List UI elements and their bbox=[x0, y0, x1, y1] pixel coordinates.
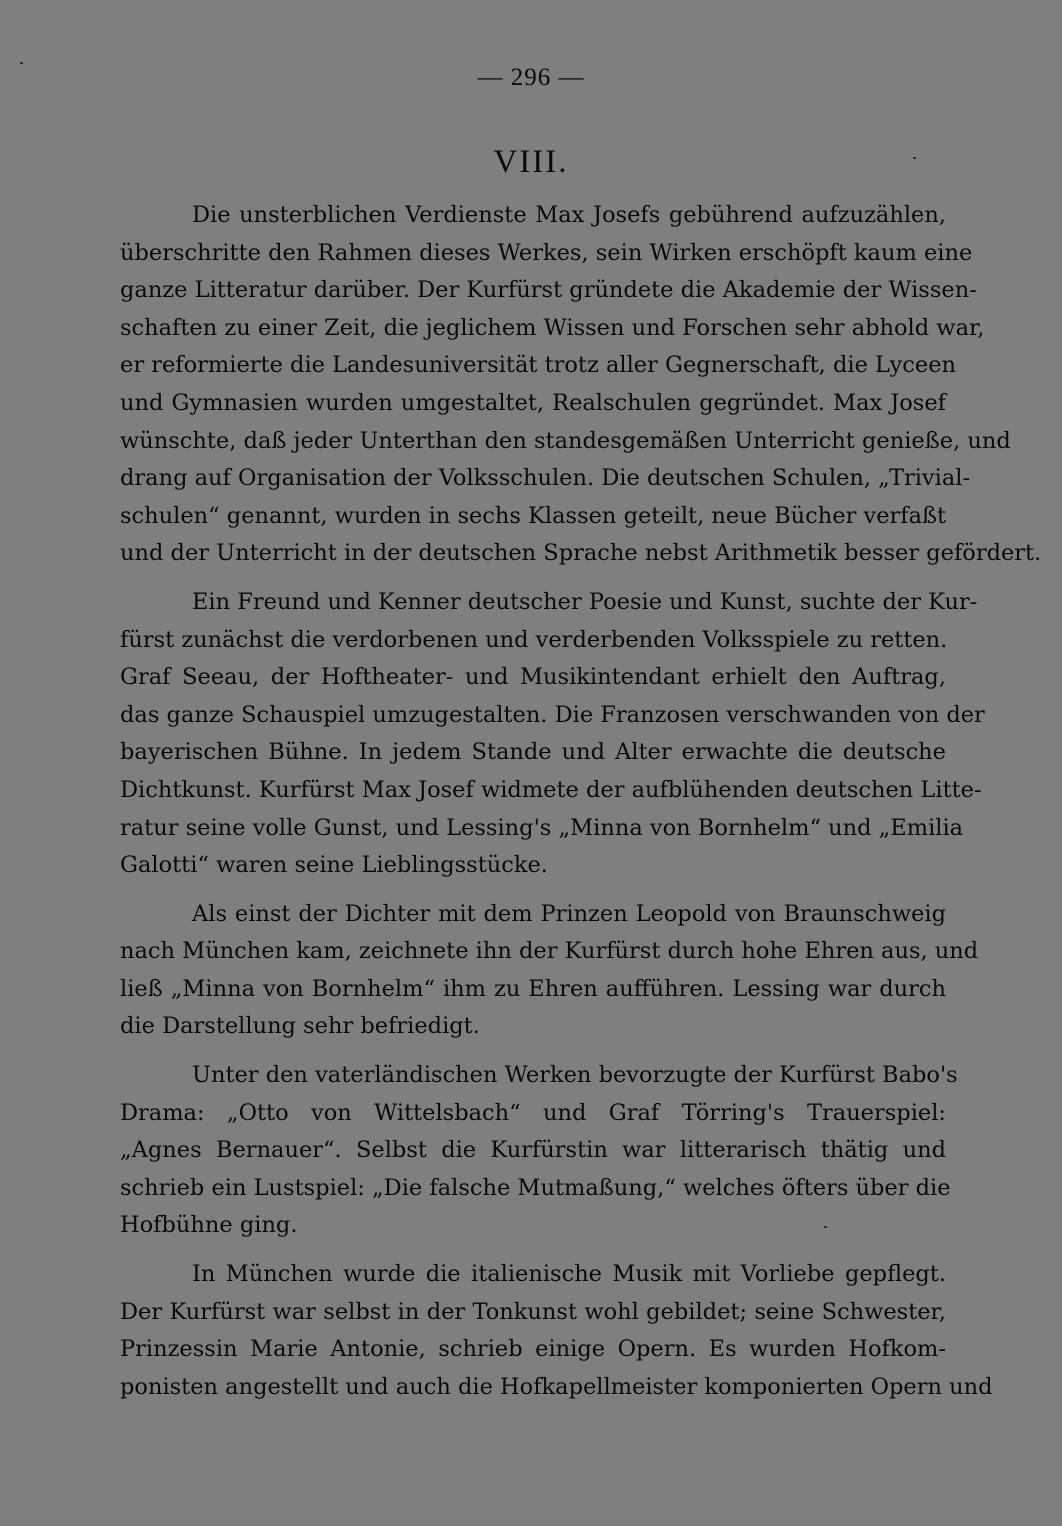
paragraph-5 bbox=[120, 1256, 993, 1406]
text-line: ratur seine volle Gunst, und Lessing's „Minna von Bornhelm“ und „Emilia bbox=[120, 814, 964, 841]
print-speck bbox=[20, 62, 23, 64]
text-line: die Darstellung sehr befriedigt. bbox=[120, 1013, 480, 1040]
text-line: In München wurde die italienische Musik mit Vorliebe gepflegt. bbox=[192, 1261, 946, 1288]
print-speck bbox=[824, 1226, 827, 1228]
text-line: ganze Litteratur darüber. Der Kurfürst gründete die Akademie der Wissen- bbox=[120, 277, 977, 304]
paragraph-4 bbox=[120, 1057, 958, 1245]
text-line: er reformierte die Landesuniversität trotz aller Gegnerschaft, die Lyceen bbox=[120, 352, 957, 379]
text-line: Graf Seeau, der Hoftheater- und Musikintendant erhielt den Auftrag, bbox=[120, 664, 946, 691]
text-line: nach München kam, zeichnete ihn der Kurfürst durch hohe Ehren aus, und bbox=[120, 938, 979, 965]
text-line: und der Unterricht in der deutschen Sprache nebst Arithmetik besser gefördert. bbox=[120, 540, 1042, 567]
text-line: ponisten angestellt und auch die Hofkapellmeister komponierten Opern und bbox=[120, 1373, 993, 1400]
text-line: „Agnes Bernauer“. Selbst die Kurfürstin war litterarisch thätig und bbox=[120, 1137, 946, 1164]
text-line: Unter den vaterländischen Werken bevorzugte der Kurfürst Babo's bbox=[192, 1062, 958, 1089]
text-line: Als einst der Dichter mit dem Prinzen Leopold von Braunschweig bbox=[192, 900, 946, 927]
paragraph-2 bbox=[120, 584, 985, 885]
text-line: schrieb ein Lustspiel: „Die falsche Mutmaßung,“ welches öfters über die bbox=[120, 1174, 951, 1201]
print-speck bbox=[913, 157, 916, 159]
text-line: Galotti“ waren seine Lieblingsstücke. bbox=[120, 852, 548, 879]
text-line: das ganze Schauspiel umzugestalten. Die Franzosen verschwanden von der bbox=[120, 701, 985, 728]
paragraph-1 bbox=[120, 197, 1042, 573]
text-line: ließ „Minna von Bornhelm“ ihm zu Ehren aufführen. Lessing war durch bbox=[120, 975, 946, 1002]
text-line: wünschte, daß jeder Unterthan den standesgemäßen Unterricht genieße, und bbox=[120, 427, 1011, 454]
text-line: schulen“ genannt, wurden in sechs Klassen geteilt, neue Bücher verfaßt bbox=[120, 502, 947, 529]
text-line: Prinzessin Marie Antonie, schrieb einige Opern. Es wurden Hofkom- bbox=[120, 1336, 946, 1363]
text-line: Drama: „Otto von Wittelsbach“ und Graf Törring's Trauerspiel: bbox=[120, 1099, 946, 1126]
text-line: schaften zu einer Zeit, die jeglichem Wissen und Forschen sehr abhold war, bbox=[120, 314, 985, 341]
body-text bbox=[120, 197, 1042, 1406]
text-line: Der Kurfürst war selbst in der Tonkunst wohl gebildet; seine Schwester, bbox=[120, 1298, 946, 1325]
page-number: — 296 — bbox=[477, 64, 585, 91]
text-line: drang auf Organisation der Volksschulen. Die deutschen Schulen, „Trivial- bbox=[120, 465, 971, 492]
text-line: Die unsterblichen Verdienste Max Josefs gebührend aufzuzählen, bbox=[192, 202, 946, 228]
text-line: bayerischen Bühne. In jedem Stande und Alter erwachte die deutsche bbox=[120, 739, 946, 766]
text-line: überschritte den Rahmen dieses Werkes, sein Wirken erschöpft kaum eine bbox=[120, 239, 973, 266]
paragraph-3 bbox=[120, 896, 979, 1046]
text-line: und Gymnasien wurden umgestaltet, Realschulen gegründet. Max Josef bbox=[120, 389, 946, 416]
text-line: Hofbühne ging. bbox=[120, 1212, 298, 1239]
text-line: Ein Freund und Kenner deutscher Poesie und Kunst, suchte der Kur- bbox=[192, 588, 978, 615]
text-line: Dichtkunst. Kurfürst Max Josef widmete der aufblühenden deutschen Litte- bbox=[120, 776, 982, 803]
chapter-heading: VIII. bbox=[493, 144, 569, 180]
text-line: fürst zunächst die verdorbenen und verderbenden Volksspiele zu retten. bbox=[120, 626, 948, 653]
